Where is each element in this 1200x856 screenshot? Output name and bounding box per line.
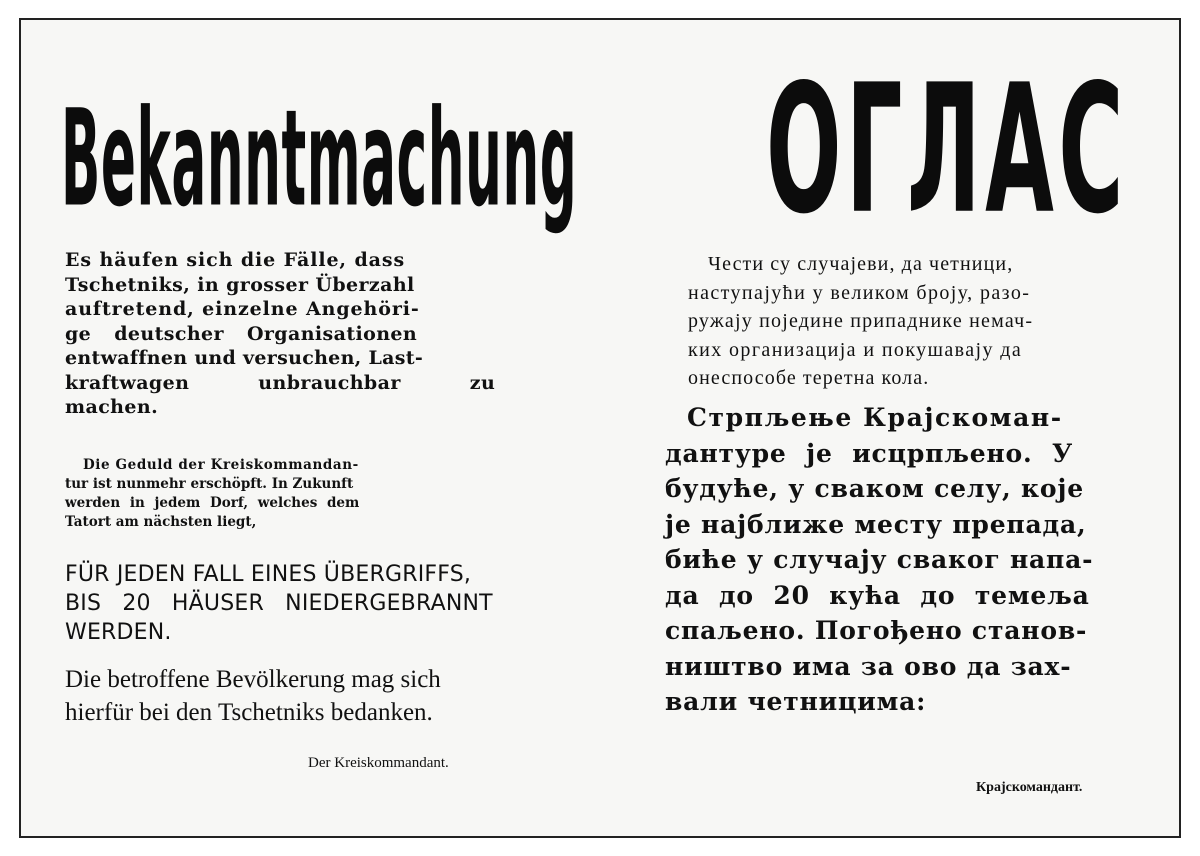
text-line: Чести су случајеви, да четници,: [708, 253, 1014, 275]
text-line: tur ist nunmehr erschöpft. In Zukunft: [65, 476, 354, 492]
text-line: будуће, у сваком селу, које: [665, 474, 1084, 503]
text-line: ge deutscher Organisationen: [65, 322, 418, 345]
serbian-paragraph-1: [688, 250, 1033, 393]
german-paragraph-2: [65, 456, 360, 532]
text-line: FÜR JEDEN FALL EINES ÜBERGRIFFS,: [65, 562, 472, 587]
german-paragraph-3: [65, 560, 493, 647]
poster-sheet: [19, 18, 1181, 838]
german-headline: Bekanntmachung: [61, 82, 578, 237]
text-line: Die betroffene Bevölkerung mag sich: [65, 666, 441, 693]
text-line: machen.: [65, 396, 159, 418]
text-line: наступајући у великом броју, разо-: [688, 281, 1031, 304]
text-line: ружају поједине припаднике немач-: [688, 310, 1034, 332]
serbian-headline: ОГЛАС: [766, 48, 1128, 254]
text-line: спаљено. Погођено станов-: [665, 616, 1088, 645]
text-line: ништво има за ово да зах-: [665, 651, 1072, 681]
serbian-paragraph-2: [665, 400, 1093, 720]
text-line: Tschetniks, in grosser Überzahl: [65, 273, 415, 296]
text-line: је најближе месту препада,: [665, 509, 1087, 539]
text-line: дантуре је исцрпљено. У: [665, 438, 1074, 468]
text-line: werden in jedem Dorf, welches dem: [65, 495, 360, 511]
serbian-signature: Крајскомандант.: [976, 780, 1083, 795]
text-line: биће у случају сваког напа-: [665, 545, 1094, 574]
text-line: да до 20 кућа до темеља: [665, 580, 1090, 610]
text-line: Tatort am nächsten liegt,: [65, 514, 257, 530]
text-line: онеспособе теретна кола.: [688, 367, 930, 389]
text-line: Стрпљење Крајскоман-: [687, 403, 1063, 432]
text-line: WERDEN.: [65, 620, 172, 645]
german-column: [21, 20, 591, 836]
german-signature: Der Kreiskommandant.: [308, 755, 449, 771]
serbian-column: [591, 20, 1181, 836]
german-paragraph-1: [65, 248, 495, 420]
text-line: kraftwagen unbrauchbar zu: [65, 371, 496, 394]
text-line: auftretend, einzelne Angehöri-: [65, 298, 420, 320]
text-line: BIS 20 HÄUSER NIEDERGEBRANNT: [65, 591, 493, 616]
german-paragraph-4: [65, 663, 441, 729]
text-line: entwaffnen und versuchen, Last-: [65, 347, 424, 369]
text-line: ких организација и покушавају да: [688, 338, 1023, 361]
text-line: вали четницима:: [665, 687, 927, 716]
text-line: Die Geduld der Kreiskommandan-: [83, 457, 359, 473]
text-line: Es häufen sich die Fälle, dass: [65, 249, 406, 271]
text-line: hierfür bei den Tschetniks bedanken.: [65, 699, 433, 726]
